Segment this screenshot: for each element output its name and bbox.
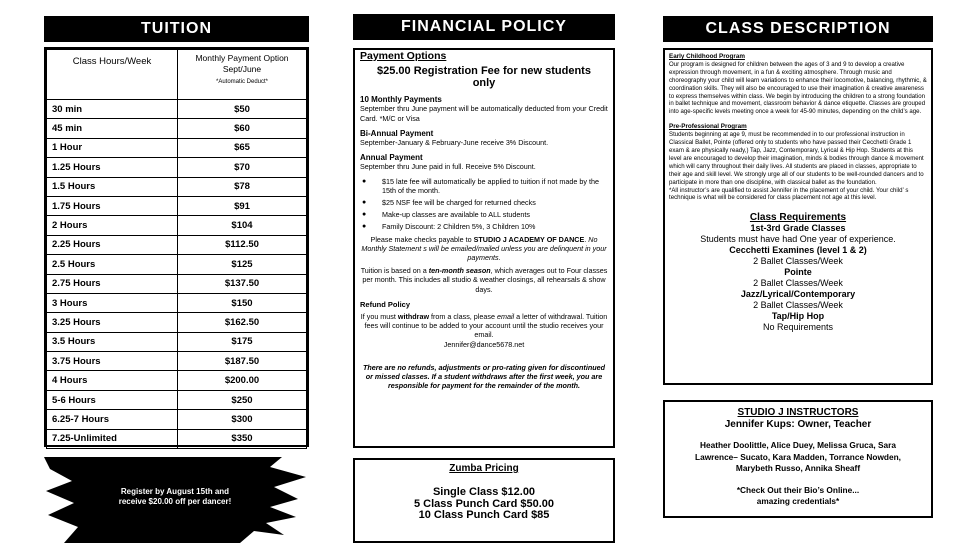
row-hours: 2.5 Hours: [47, 255, 178, 274]
table-row: [47, 293, 307, 312]
row-amount: $137.50: [178, 274, 307, 293]
payment-header-line1: Monthly Payment Option: [195, 53, 289, 63]
row-hours: 2.25 Hours: [47, 235, 178, 254]
table-row: [47, 158, 307, 177]
table-row: [47, 352, 307, 371]
promo-line1: Register by August 15th and: [120, 487, 230, 496]
table-row: [47, 390, 307, 409]
table-row: [47, 371, 307, 390]
row-amount: $65: [178, 138, 307, 157]
table-row: [47, 138, 307, 157]
instructors-callout: [665, 485, 931, 507]
row-hours: 1.5 Hours: [47, 177, 178, 196]
season-note: [360, 266, 608, 294]
requirement-line: Cecchetti Examines (level 1 & 2): [729, 245, 867, 256]
promo-text: [90, 487, 260, 507]
row-amount: $175: [178, 332, 307, 351]
zumba-price-line: 10 Class Punch Card $85: [418, 509, 550, 521]
season-em: ten-month season: [428, 266, 491, 276]
row-amount: $250: [178, 390, 307, 409]
row-hours: 1.75 Hours: [47, 196, 178, 215]
refund-text: [360, 312, 608, 349]
biannual-text: September-January & February-June receive 3% Discount.: [360, 138, 549, 148]
callout-line2: amazing credentials*: [756, 495, 840, 506]
requirement-line: 1st-3rd Grade Classes: [750, 223, 846, 234]
row-hours: 1.25 Hours: [47, 158, 178, 177]
biannual-title: Bi-Annual Payment: [360, 128, 434, 138]
registration-fee: $25.00 Registration Fee for new students only: [377, 65, 591, 90]
row-hours: 5-6 Hours: [47, 390, 178, 409]
tuition-table-header: [47, 50, 307, 100]
season-pre: Tuition is based on a: [360, 266, 427, 276]
list-item: ● $15 late fee will automatically be applied to tuition if not made by the 15th of the month.: [360, 177, 608, 195]
row-amount: $200.00: [178, 371, 307, 390]
row-amount: $125: [178, 255, 307, 274]
annual-title: Annual Payment: [360, 153, 423, 163]
refund-mid: from a class, please: [431, 312, 495, 322]
financial-policy-header: FINANCIAL POLICY: [353, 14, 615, 40]
row-amount: $50: [178, 100, 307, 119]
statement-note: No Monthly Statement s will be emailed/mailed unless you are delinquent in your payments.: [361, 234, 607, 263]
requirement-line: 2 Ballet Classes/Week: [753, 256, 843, 267]
payment-header-line2: Sept/June: [222, 64, 262, 74]
row-amount: $70: [178, 158, 307, 177]
pre-professional-title: Pre-Professional Program: [669, 123, 747, 131]
refund-withdraw: withdraw: [397, 312, 430, 322]
table-row: [47, 119, 307, 138]
instructors-title: STUDIO J INSTRUCTORS: [737, 407, 859, 418]
row-amount: $187.50: [178, 352, 307, 371]
class-description-box: [663, 48, 933, 385]
early-childhood-title: Early Childhood Program: [669, 53, 745, 60]
row-hours: 45 min: [47, 119, 178, 138]
row-amount: $78: [178, 177, 307, 196]
annual-text: September thru June paid in full. Receive 5% Discount.: [360, 162, 536, 172]
requirement-line: Pointe: [784, 267, 812, 278]
zumba-pricing-box: [353, 458, 615, 543]
instructors-names: Heather Doolittle, Alice Duey, Melissa Gruca, Sara Lawrence– Sucato, Kara Madden, Torrance Nowden, Marybeth Russo, Annika Sheaff: [695, 440, 901, 473]
row-amount: $162.50: [178, 313, 307, 332]
pre-professional-note: *All instructor’s are qualified to assist Jennifer in the placement of your child. Your child’ s technique is what will be considered for class placement not age at this level.: [669, 186, 909, 202]
requirement-line: Tap/Hip Hop: [771, 311, 825, 322]
requirement-line: Students must have had One year of experience.: [700, 234, 896, 245]
promo-line2: receive $20.00 off per dancer!: [118, 497, 232, 506]
checks-payee: STUDIO J ACADEMY OF DANCE: [473, 234, 585, 244]
column-header-payment: [178, 50, 307, 100]
list-item: ● $25 NSF fee will be charged for returned checks: [360, 198, 608, 207]
row-amount: $112.50: [178, 235, 307, 254]
refund-disclaimer: There are no refunds, adjustments or pro-rating given for discontinued or missed classes. If a student withdraws after the first week, you are responsible for payment for the remainder of the month.: [362, 362, 605, 391]
table-row: [47, 177, 307, 196]
row-amount: $150: [178, 293, 307, 312]
class-requirements: [669, 212, 927, 333]
season-post: , which averages out to Four classes per month. This includes all studio & weather closings, all rehearsals & show days.: [362, 266, 608, 294]
requirement-line: No Requirements: [762, 322, 834, 333]
tuition-header: TUITION: [44, 16, 309, 42]
monthly-title: 10 Monthly Payments: [360, 95, 442, 105]
requirement-line: 2 Ballet Classes/Week: [753, 300, 843, 311]
class-description-header: CLASS DESCRIPTION: [663, 16, 933, 42]
list-item: ● Family Discount: 2 Children 5%, 3 Children 10%: [360, 222, 608, 231]
row-amount: $350: [178, 429, 307, 448]
table-row: [47, 274, 307, 293]
row-hours: 2 Hours: [47, 216, 178, 235]
list-item: ● Make-up classes are available to ALL students: [360, 210, 608, 219]
row-hours: 3.25 Hours: [47, 313, 178, 332]
pre-professional-text: Students beginning at age 9, must be recommended in to our professional instruction in Classical Ballet, Pointe (offered only to students who have passed their Cecchetti Grade 1 exam & are physically ready,) Tap, Jazz, Contemporary, Lyrical & Hip Hop. Students at this level are encouraged to develop their imagination, minds & bodies through dance & movement which will carry throughout their daily lives. All students are placed in classes, appropriate to their age and skill level. We strongly urge all of our students to be well-rounded dancers and to participate in more than one discipline, with classical ballet as the foundation.: [669, 131, 924, 186]
table-row: [47, 100, 307, 119]
row-amount: $104: [178, 216, 307, 235]
refund-post: a letter of withdrawal. Tuition fees will continue to be added to your account until the studio receives your email.: [364, 312, 608, 340]
monthly-text: September thru June payment will be automatically deducted from your Credit Card. *M/C or Visa: [360, 104, 608, 123]
row-hours: 3 Hours: [47, 293, 178, 312]
refund-title: Refund Policy: [360, 299, 411, 309]
instructors-box: [663, 400, 933, 518]
payment-options-title: Payment Options: [360, 50, 447, 62]
row-hours: 30 min: [47, 100, 178, 119]
instructors-owner: Jennifer Kups: Owner, Teacher: [724, 419, 872, 430]
table-row: [47, 332, 307, 351]
table-row: [47, 255, 307, 274]
table-row: [47, 429, 307, 448]
row-amount: $300: [178, 410, 307, 429]
callout-line1: *Check Out their Bio’s Online...: [736, 484, 860, 495]
zumba-price-line: 5 Class Punch Card $50.00: [413, 497, 554, 510]
zumba-price-line: Single Class $12.00: [432, 486, 536, 498]
table-row: [47, 216, 307, 235]
checks-note: Please make checks payable to STUDIO J ACADEMY OF DANCE. No Monthly Statement s will be emailed/mailed unless you are delinquent in your payments.: [361, 234, 607, 263]
row-hours: 6.25-7 Hours: [47, 410, 178, 429]
table-row: [47, 410, 307, 429]
financial-policy-box: [353, 48, 615, 448]
class-requirements-title: Class Requirements: [749, 212, 847, 224]
row-amount: $60: [178, 119, 307, 138]
row-hours: 7.25-Unlimited: [47, 429, 178, 448]
row-hours: 4 Hours: [47, 371, 178, 390]
tuition-table-box: [44, 47, 309, 447]
row-hours: 2.75 Hours: [47, 274, 178, 293]
table-row: [47, 313, 307, 332]
row-hours: 3.75 Hours: [47, 352, 178, 371]
table-row: [47, 196, 307, 215]
refund-pre: If you must: [360, 312, 396, 322]
table-row: [47, 235, 307, 254]
requirement-line: 2 Ballet Classes/Week: [753, 278, 843, 289]
column-header-hours: Class Hours/Week: [47, 50, 178, 100]
refund-email-em: email: [496, 312, 515, 322]
zumba-title: Zumba Pricing: [449, 463, 519, 474]
payment-header-sub: *Automatic Deduct*: [215, 79, 269, 85]
checks-text: Please make checks payable to: [370, 234, 472, 244]
row-hours: 1 Hour: [47, 138, 178, 157]
row-amount: $91: [178, 196, 307, 215]
tuition-table: [46, 49, 307, 449]
requirement-line: Jazz/Lyrical/Contemporary: [740, 289, 856, 300]
early-childhood-text: Our program is designed for children between the ages of 3 and 9 to develop a creative expression through movement, in a fun & exciting atmosphere. Through music and choreography your child will learn variations to enhance their locomotive, balancing, rhythmic, & coordination skills. They will also be encouraged to use their imagination & creative awareness to express themselves within class. We begin by introducing the children to a strong foundation in ballet technique and movement, classroom behavior & dance etiquette. Classes are grouped into age-specific levels meeting once a week for 45-90 minutes, depending on the child’s age.: [669, 60, 927, 116]
policy-bullets: [360, 177, 608, 232]
row-hours: 3.5 Hours: [47, 332, 178, 351]
refund-email: Jennifer@dance5678.net: [443, 339, 525, 349]
